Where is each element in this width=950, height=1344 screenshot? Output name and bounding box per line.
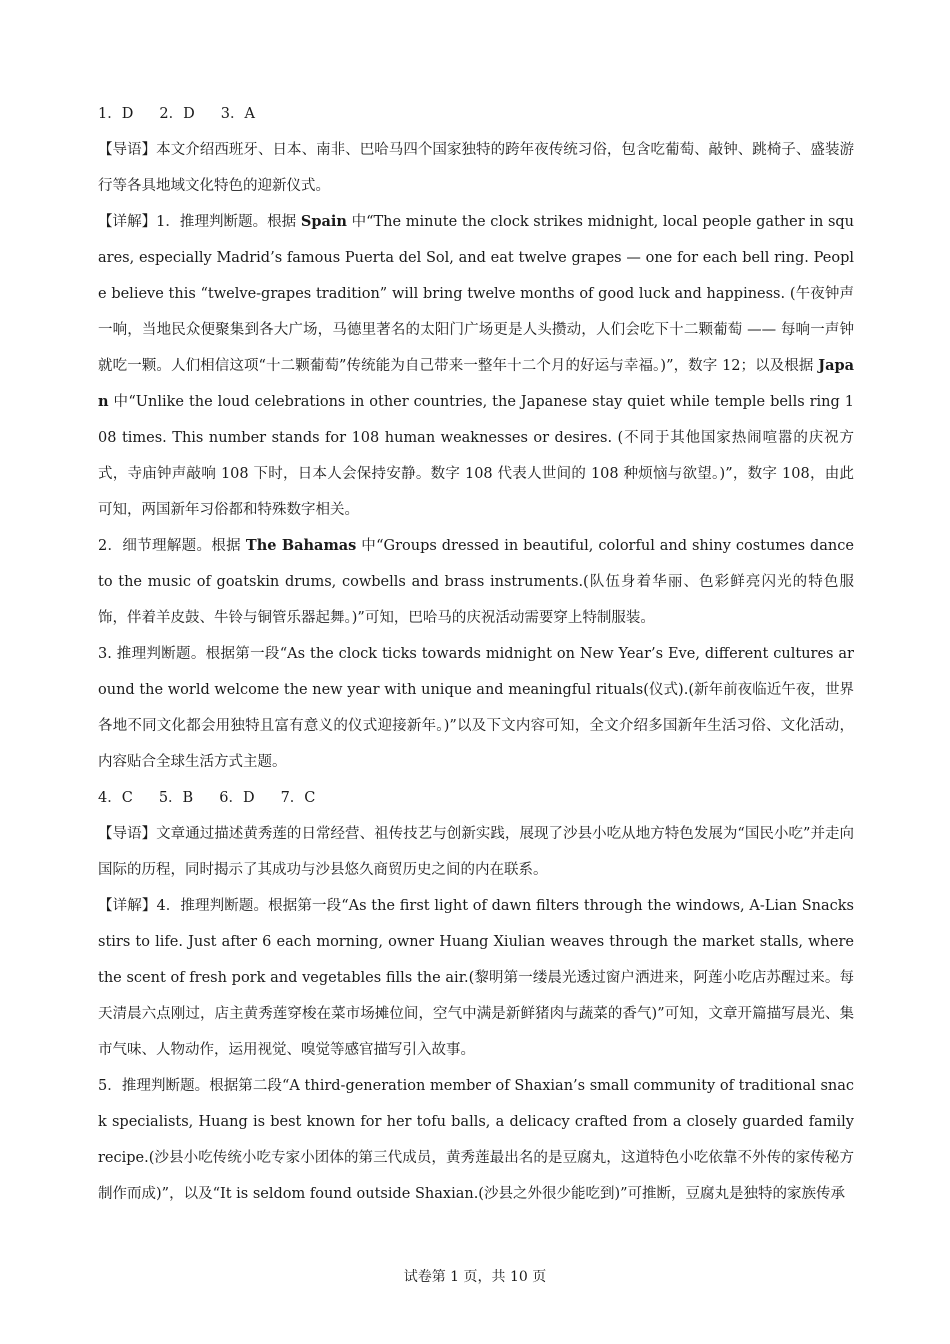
guide-paragraph-1 [98,132,854,204]
q1-text-c: 中“Unlike the loud celebrations in other countries, the Japanese stay quiet while temple bells ring 108 times. This number stands for 108 human weaknesses or desires. (不同于其他国家热闹喧嚣的庆祝方式，寺庙钟声敲响 108 下时，日本人会保持安静。数字 108 代表人世间的 108 种烦恼与欲望。)”，数字 108，由此可知，两国新年习俗都和特殊数字相关。 [98,394,854,518]
q2-text-a: 2．细节理解题。根据 [98,538,246,554]
answer-item: 1．D [98,106,134,122]
q1-text-b: 中“The minute the clock strikes midnight, local people gather in squares, especially Madrid’s famous Puerta del Sol, and eat twelve grapes — one for each bell ring. People believe this “twelve-grapes tradition” will bring twelve months of good luck and happiness. (午夜钟声一响，当地民众便聚集到各大广场，马德里著名的太阳门广场更是人头攒动，人们会吃下十二颗葡萄 —— 每响一声钟就吃一颗。人们相信这项“十二颗葡萄”传统能为自己带来一整年十二个月的好运与幸福。)”，数字 12；以及根据 [98,214,855,374]
answer-item: 4．C [98,790,133,806]
answer-key-4-7 [98,780,854,816]
q2-text-b: 中“Groups dressed in beautiful, colorful and shiny costumes dance to the music of goatskin drums, cowbells and brass instruments.(队伍身着华丽、色彩鲜亮闪光的特色服饰，伴着羊皮鼓、牛铃与铜管乐器起舞。)”可知，巴哈马的庆祝活动需要穿上特制服装。 [98,538,854,626]
guide-tag: 【导语】 [98,826,157,842]
guide-tag: 【导语】 [98,142,157,158]
detail-q5: 5．推理判断题。根据第二段“A third-generation member of Shaxian’s small community of traditional snack specialists, Huang is best known for her tofu balls, a delicacy crafted from a closely guarded family recipe.(沙县小吃传统小吃专家小团体的第三代成员，黄秀莲最出名的是豆腐丸，这道特色小吃依靠不外传的家传秘方制作而成)”，以及“It is seldom found outside Shaxian.(沙县之外很少能吃到)”可推断，豆腐丸是独特的家族传承 [98,1078,854,1202]
detail-tag: 【详解】 [98,214,157,230]
answer-item: 6．D [219,790,255,806]
detail-q3: 3. 推理判断题。根据第一段“As the clock ticks towards midnight on New Year’s Eve, different cultures around the world welcome the new year with unique and meaningful rituals(仪式).(新年前夜临近午夜，世界各地不同文化都会用独特且富有意义的仪式迎接新年。)”以及下文内容可知，全文介绍多国新年生活习俗、文化活动，内容贴合全球生活方式主题。 [98,646,854,770]
answer-key-1-3 [98,96,854,132]
detail-tag: 【详解】 [98,898,157,914]
guide-text: 文章通过描述黄秀莲的日常经营、祖传技艺与创新实践，展现了沙县小吃从地方特色发展为“国民小吃”并走向国际的历程，同时揭示了其成功与沙县悠久商贸历史之间的内在联系。 [98,826,855,878]
answer-item: 5．B [158,790,194,806]
detail-q2 [98,528,854,636]
q1-text-a: 1．推理判断题。根据 [156,214,301,230]
detail-q4 [98,888,854,1068]
answer-item: 2．D [159,106,195,122]
q4-text: 4．推理判断题。根据第一段“As the first light of dawn filters through the windows, A-Lian Snacks stirs to life. Just after 6 each morning, owner Huang Xiulian weaves through the market stalls, where the scent of fresh pork and vegetables fills the air.(黎明第一缕晨光透过窗户洒进来，阿莲小吃店苏醒过来。每天清晨六点刚过，店主黄秀莲穿梭在菜市场摊位间，空气中满是新鲜猪肉与蔬菜的香气)”可知，文章开篇描写晨光、集市气味、人物动作，运用视觉、嗅觉等感官描写引入故事。 [98,898,854,1058]
answer-item: 3．A [220,106,255,122]
detail-q1 [98,204,854,528]
guide-text: 本文介绍西班牙、日本、南非、巴哈马四个国家独特的跨年夜传统习俗，包含吃葡萄、敲钟、跳椅子、盛装游行等各具地域文化特色的迎新仪式。 [98,142,855,194]
page-footer: 试卷第 1 页，共 10 页 [403,1269,547,1285]
keyword-spain: Spain [300,213,347,230]
answer-explanation-document [98,96,854,1212]
guide-paragraph-2 [98,816,854,888]
answer-item: 7．C [280,790,316,806]
keyword-japan: Japan [98,357,854,410]
keyword-bahamas: The Bahamas [245,537,357,554]
